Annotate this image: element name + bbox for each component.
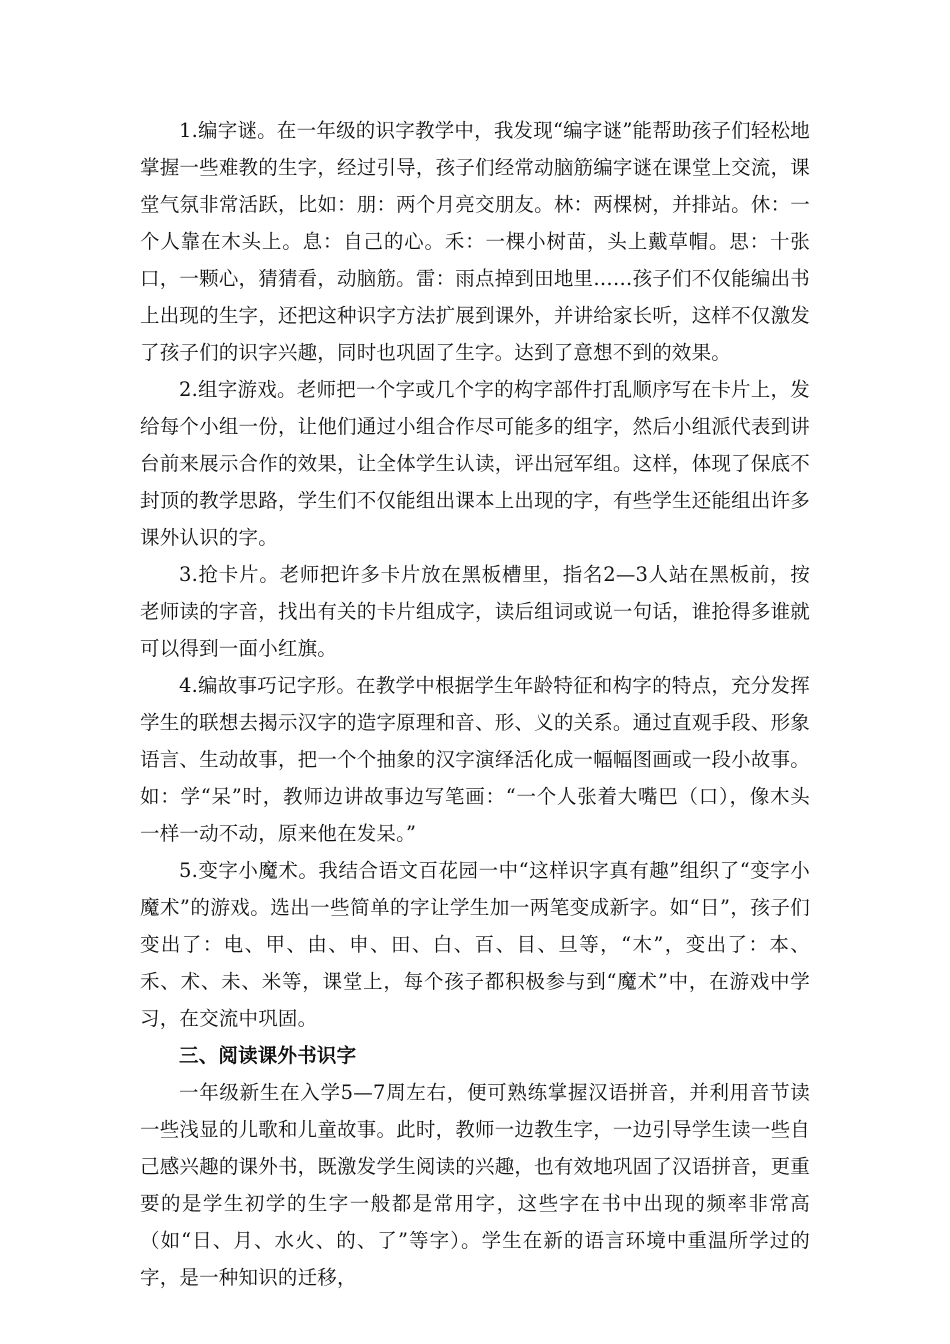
paragraph-compose-riddles: 1.编字谜。在一年级的识字教学中，我发现“编字谜”能帮助孩子们轻松地掌握一些难教的生字，经过引导，孩子们经常动脑筋编字谜在课堂上交流，课堂气氛非常活跃，比如：朋：两个月亮交朋友。林：两棵树，并排站。休：一个人靠在木头上。息：自己的心。禾：一棵小树苗，头上戴草帽。思：十张口，一颗心，猜猜看，动脑筋。雷：雨点掉到田地里……孩子们不仅能编出书上出现的生字，还把这种识字方法扩展到课外，并讲给家长听，这样不仅激发了孩子们的识字兴趣，同时也巩固了生字。达到了意想不到的效果。 — [140, 119, 810, 364]
paragraph-character-magic: 5.变字小魔术。我结合语文百花园一中“这样识字真有趣”组织了“变字小魔术”的游戏。选出一些简单的字让学生加一两笔变成新字。如“日”，孩子们变出了：电、甲、由、申、田、白、百、目、旦等，“木”，变出了：本、禾、术、未、米等，课堂上，每个孩子都积极参与到“魔术”中，在游戏中学习，在交流中巩固。 — [140, 859, 810, 1030]
section-heading: 三、阅读课外书识字 — [179, 1044, 357, 1067]
paragraph-grab-cards: 3.抢卡片。老师把许多卡片放在黑板槽里，指名2—3人站在黑板前，按老师读的字音，找出有关的卡片组成字，读后组词或说一句话，谁抢得多谁就可以得到一面小红旗。 — [140, 563, 810, 660]
paragraph-word-game: 2.组字游戏。老师把一个字或几个字的构字部件打乱顺序写在卡片上，发给每个小组一份，让他们通过小组合作尽可能多的组字，然后小组派代表到讲台前来展示合作的效果，让全体学生认读，评出冠军组。这样，体现了保底不封顶的教学思路，学生们不仅能组出课本上出现的字，有些学生还能组出许多课外认识的字。 — [140, 378, 810, 549]
paragraph-story-memory: 4.编故事巧记字形。在教学中根据学生年龄特征和构字的特点，充分发挥学生的联想去揭示汉字的造字原理和音、形、义的关系。通过直观手段、形象语言、生动故事，把一个个抽象的汉字演绎活化成一幅幅图画或一段小故事。如：学“呆”时，教师边讲故事边写笔画：“一个人张着大嘴巴（口），像木头一样一动不动，原来他在发呆。” — [140, 674, 810, 845]
document-page — [140, 112, 810, 1296]
paragraph-reading-extracurricular: 一年级新生在入学5—7周左右，便可熟练掌握汉语拼音，并利用音节读一些浅显的儿歌和儿童故事。此时，教师一边教生字，一边引导学生读一些自己感兴趣的课外书，既激发学生阅读的兴趣，也有效地巩固了汉语拼音，更重要的是学生初学的生字一般都是常用字，这些字在书中出现的频率非常高（如“日、月、水火、的、了”等字）。学生在新的语言环境中重温所学过的字，是一种知识的迁移， — [140, 1081, 810, 1289]
